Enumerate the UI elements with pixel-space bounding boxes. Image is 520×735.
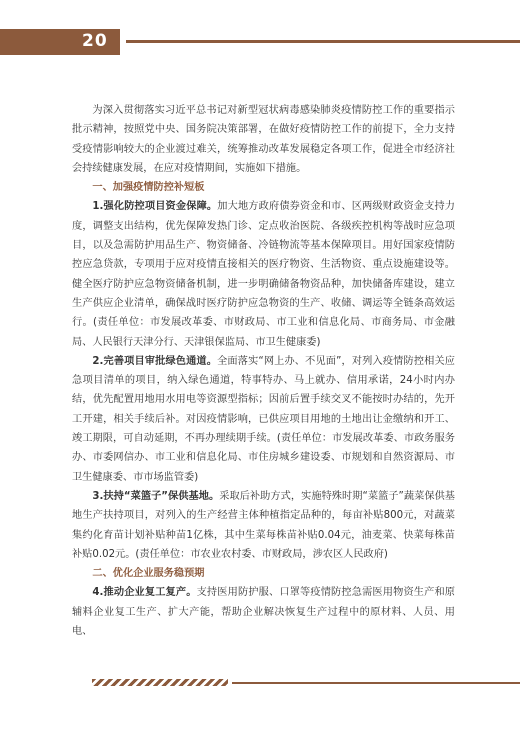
measure-4 xyxy=(72,583,455,641)
measure-2-body: 全面落实“网上办、不见面”，对列入疫情防控相关应急项目清单的项目，纳入绿色通道，特事特办、马上就办、信用承诺，24小时内办结，优先配置用地用水用电等资源型指标；因前后置手续交叉不能按时办结的，先开工开建，相关手续后补。对因疫情影响，已供应项目用地的土地出让金缴纳和开工、竣工期限，可自动延期，不再办理续期手续。(责任单位：市发展改革委、市政务服务办、市委网信办、市工业和信息化局、市住房城乡建设委、市规划和自然资源局、市卫生健康委、市市场监管委) xyxy=(72,355,455,483)
footer-rule xyxy=(232,682,520,684)
measure-4-lead: 4.推动企业复工复产。 xyxy=(92,587,197,599)
measure-4-body: 支持医用防护服、口罩等疫情防控急需医用物资生产和原辅料企业复工生产、扩大产能，帮助企业解决恢复生产过程中的原材料、人员、用电、 xyxy=(72,587,455,638)
section-heading-2: 二、优化企业服务稳预期 xyxy=(92,568,205,580)
document-body xyxy=(72,101,455,641)
footer-decoration xyxy=(92,679,228,686)
page-header xyxy=(0,29,520,55)
page-number: 20 xyxy=(82,31,108,51)
header-rule xyxy=(126,40,520,43)
measure-3 xyxy=(72,487,455,564)
measure-2 xyxy=(72,352,455,487)
measure-1 xyxy=(72,197,455,351)
intro-paragraph: 为深入贯彻落实习近平总书记对新型冠状病毒感染肺炎疫情防控工作的重要指示批示精神，按照党中央、国务院决策部署，在做好疫情防控工作的前提下，全力支持受疫情影响较大的企业渡过难关，统筹推动改革发展稳定各项工作，促进全市经济社会持续健康发展，在应对疫情期间，实施如下措施。 xyxy=(72,105,455,174)
measure-3-lead: 3.扶持“菜篮子”保供基地。 xyxy=(92,490,220,502)
measure-1-body: 加大地方政府债券资金和市、区两级财政资金支持力度，调整支出结构，优先保障发热门诊、定点收治医院、各级疾控机构等战时应急项目，以及急需防护用品生产、物资储备、冷链物流等基本保障项目。用好国家疫情防控应急贷款，专项用于应对疫情直接相关的医疗物资、生活物资、重点设施建设等。健全医疗防护应急物资储备机制，进一步明确储备物资品种，加快储备库建设，建立生产供应企业清单，确保战时医疗防护应急物资的生产、收储、调运等全链条高效运行。(责任单位：市发展改革委、市财政局、市工业和信息化局、市商务局、市金融局、人民银行天津分行、天津银保监局、市卫生健康委) xyxy=(72,201,455,348)
section-heading-1: 一、加强疫情防控补短板 xyxy=(92,182,205,194)
measure-1-lead: 1.强化防控项目资金保障。 xyxy=(92,201,218,213)
measure-2-lead: 2.完善项目审批绿色通道。 xyxy=(92,355,218,367)
measure-3-body: 采取后补助方式，实施特殊时期“菜篮子”蔬菜保供基地生产扶持项目，对列入的生产经营主体种植指定品种的，每亩补贴800元，对蔬菜集约化育苗计划补贴种苗1亿株，其中生菜每株苗补贴0.04元，油麦菜、快菜每株苗补贴0.02元。(责任单位：市农业农村委、市财政局，涉农区人民政府) xyxy=(72,490,455,560)
